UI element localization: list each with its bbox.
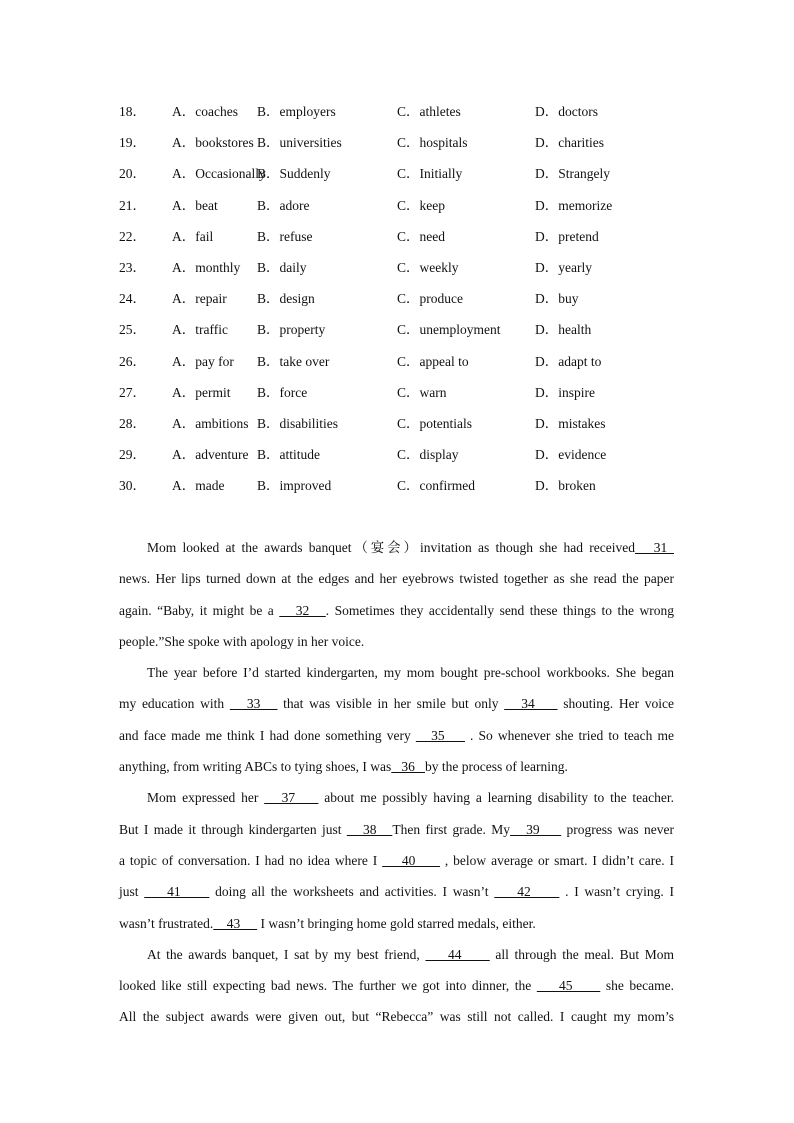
option-d: D．buy [535,291,579,307]
passage-line: At the awards banquet, I sat by my best friend, 44 all through the meal. But Mom [147,946,675,962]
option-c: C．hospitals [397,135,468,151]
blank-31: 31 [634,540,674,555]
option-d: D．yearly [535,259,592,275]
passage-line: and face made me think I had done something very 35 . So whenever she tried to teach me [119,727,675,743]
option-b: B．adore [257,197,310,213]
passage-line: news. Her lips turned down at the edges and her eyebrows twisted together as she read the paper [119,571,674,587]
question-number: 24． [119,291,146,307]
blank-40: 40 [382,852,440,868]
option-a: A．fail [172,228,214,244]
option-d: D．evidence [535,447,607,463]
option-a: A．Occasionally [172,166,266,182]
passage-line: But I made it through kindergarten just 38 Then first grade. My 39 progress was never [119,821,675,837]
option-b: B．force [257,384,308,400]
option-d: D．pretend [535,228,599,244]
passage-line: The year before I’d started kindergarten, my mom bought pre-school workbooks. She began [147,665,674,681]
option-c: C．warn [397,384,447,400]
question-number: 29． [119,447,146,463]
option-a: A．pay for [172,353,234,369]
option-c: C．Initially [397,166,463,182]
option-b: B．take over [257,353,330,369]
option-c: C．weekly [397,259,459,275]
blank-32: 32 [279,602,326,618]
option-d: D．memorize [535,197,613,213]
question-row [119,256,679,287]
question-number: 20． [119,166,146,182]
option-d: D．Strangely [535,166,610,182]
question-number: 26． [119,353,146,369]
blank-34: 34 [504,696,558,712]
option-a: A．bookstores [172,135,254,151]
option-b: B．disabilities [257,415,338,431]
passage-line: wasn’t frustrated. 43 I wasn’t bringing home gold starred medals, either. [119,915,536,931]
option-b: B．refuse [257,228,313,244]
blank-41: 41 [144,884,210,900]
question-number: 22． [119,228,146,244]
blank-42: 42 [494,884,560,900]
option-b: B．daily [257,259,307,275]
option-b: B．universities [257,135,342,151]
question-number: 18． [119,104,146,119]
question-number: 21． [119,197,146,213]
question-row [119,412,679,443]
option-a: A．traffic [172,322,228,338]
option-c: C．produce [397,291,463,307]
option-c: C．athletes [397,104,461,119]
option-c: C．potentials [397,415,472,431]
option-a: A．coaches [172,104,238,119]
option-b: B．improved [257,478,332,494]
passage-line: my education with 33 that was visible in her smile but only 34 shouting. Her voice [119,696,674,712]
blank-45: 45 [536,978,601,994]
option-a: A．adventure [172,447,249,463]
question-row [119,474,679,505]
option-d: D．doctors [535,104,598,119]
passage-line: anything, from writing ABCs to tying shoes, I was 36 by the process of learning. [119,759,568,775]
blank-38: 38 [346,821,393,837]
blank-36: 36 [391,759,425,775]
question-row [119,162,679,193]
option-b: B．design [257,291,315,307]
option-c: C．confirmed [397,478,475,494]
question-row [119,318,679,349]
option-b: B．attitude [257,447,320,463]
question-number: 25． [119,322,146,338]
option-c: C．need [397,228,445,244]
option-a: A．beat [172,197,218,213]
option-a: A．permit [172,384,231,400]
passage-line: just 41 doing all the worksheets and activities. I wasn’t 42 . I wasn’t crying. I [119,884,674,900]
blank-37: 37 [264,790,319,806]
blank-43: 43 [213,915,258,931]
option-d: D．adapt to [535,353,602,369]
option-c: C．unemployment [397,322,501,338]
option-c: C．display [397,447,459,463]
option-a: A．ambitions [172,415,249,431]
passage-line: All the subject awards were given out, but “Rebecca” was still not called. I caught my mom’s [119,1009,674,1025]
question-row [119,131,679,162]
passage-line: a topic of conversation. I had no idea where I 40 , below average or smart. I didn’t care. I [119,852,675,868]
question-row [119,287,679,318]
question-number: 23． [119,259,146,275]
question-row [119,350,679,381]
answer-options [119,100,679,505]
option-d: D．inspire [535,384,595,400]
question-row [119,443,679,474]
question-row [119,100,679,131]
option-d: D．mistakes [535,415,606,431]
passage-line: again. “Baby, it might be a 32 . Sometimes they accidentally send these things to the wrong [119,602,675,618]
question-row [119,381,679,412]
reading-passage [119,535,674,1036]
question-row [119,194,679,225]
blank-44: 44 [425,946,490,962]
blank-35: 35 [415,727,465,743]
option-c: C．keep [397,197,445,213]
option-d: D．health [535,322,592,338]
option-d: D．broken [535,478,596,494]
passage-line: Mom looked at the awards banquet（宴会）invitation as though she had received 31 [147,540,674,555]
blank-33: 33 [229,696,278,712]
question-row [119,225,679,256]
question-number: 27． [119,384,146,400]
option-d: D．charities [535,135,604,151]
question-number: 19． [119,135,146,151]
question-number: 28． [119,415,146,431]
option-a: A．made [172,478,225,494]
passage-line: people.”She spoke with apology in her voice. [119,633,365,649]
option-b: B．property [257,322,326,338]
passage-line: looked like still expecting bad news. The further we got into dinner, the 45 she became. [119,978,674,994]
option-a: A．repair [172,291,227,307]
question-number: 30． [119,478,146,494]
option-b: B．employers [257,104,336,119]
option-a: A．monthly [172,259,241,275]
option-c: C．appeal to [397,353,469,369]
passage-line: Mom expressed her 37 about me possibly having a learning disability to the teacher. [147,790,674,806]
option-b: B．Suddenly [257,166,331,182]
blank-39: 39 [510,821,562,837]
